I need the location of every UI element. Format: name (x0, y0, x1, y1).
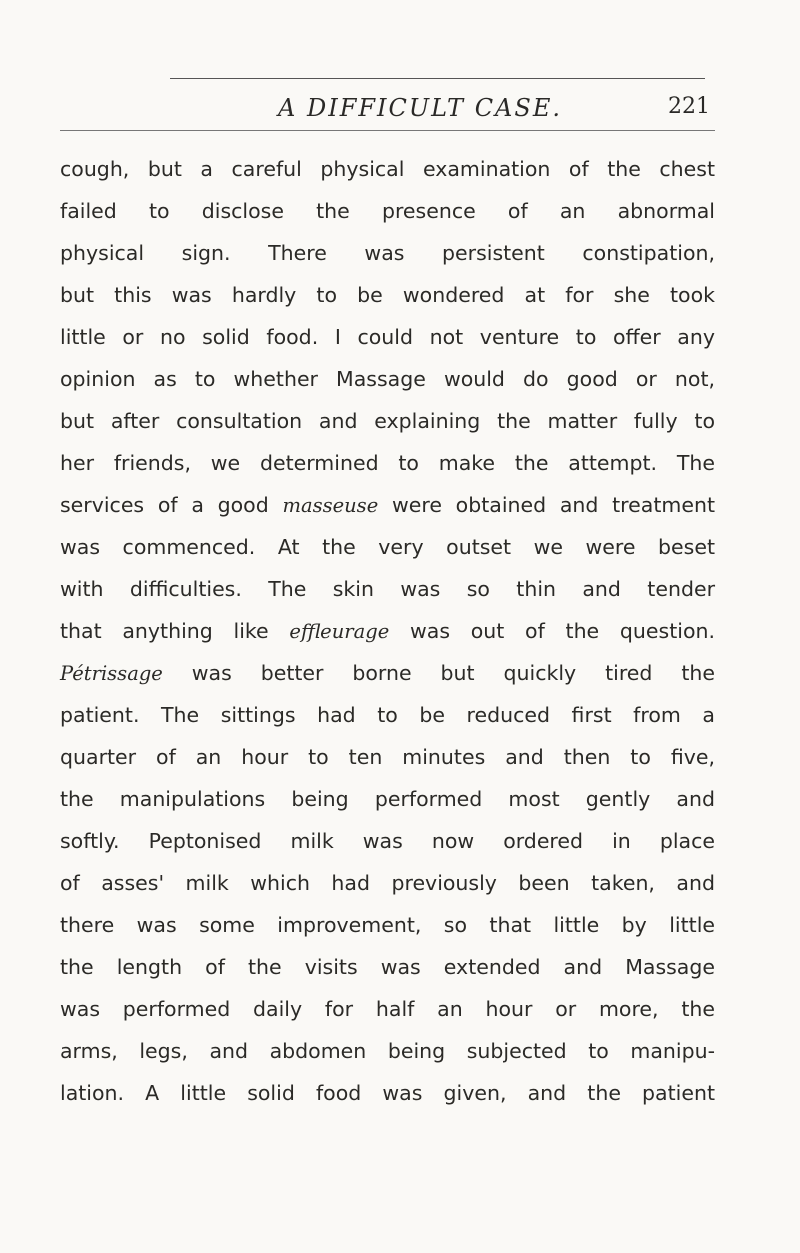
text-line: was commenced. At the very outset we were beset (60, 535, 715, 559)
body-text (60, 148, 715, 1114)
top-rule (170, 78, 705, 79)
text-segment: was better borne but quickly tired the (162, 661, 715, 685)
text-line: softly. Peptonised milk was now ordered in place (60, 829, 715, 853)
text-line: patient. The sittings had to be reduced first from a (60, 703, 715, 727)
text-line: but this was hardly to be wondered at for she took (60, 283, 715, 307)
text-line: lation. A little solid food was given, and the patient (60, 1081, 715, 1105)
text-line: but after consultation and explaining the matter fully to (60, 409, 715, 433)
text-line: arms, legs, and abdomen being subjected to manipu- (60, 1039, 715, 1063)
text-line: was performed daily for half an hour or more, the (60, 997, 715, 1021)
text-line: of asses' milk which had previously been taken, and (60, 871, 715, 895)
italic-term-masseuse: masseuse (282, 494, 379, 517)
text-line: the length of the visits was extended and Massage (60, 955, 715, 979)
text-segment: that anything like (60, 619, 290, 643)
text-line: with difficulties. The skin was so thin and tender (60, 577, 715, 601)
text-line (60, 610, 715, 652)
italic-term-effleurage: effleurage (289, 620, 390, 643)
page-header (60, 94, 710, 128)
page-number: 221 (668, 94, 710, 119)
italic-term-petrissage: Pétrissage (60, 662, 163, 685)
text-line (60, 652, 715, 694)
text-line: physical sign. There was persistent constipation, (60, 241, 715, 265)
text-line: her friends, we determined to make the attempt. The (60, 451, 715, 475)
text-line: quarter of an hour to ten minutes and then to five, (60, 745, 715, 769)
text-line: the manipulations being performed most gently and (60, 787, 715, 811)
text-line: cough, but a careful physical examination of the chest (60, 157, 715, 181)
text-segment: were obtained and treatment (378, 493, 715, 517)
text-line (60, 484, 715, 526)
text-line: opinion as to whether Massage would do good or not, (60, 367, 715, 391)
header-rule (60, 130, 715, 131)
running-head: A DIFFICULT CASE. (278, 94, 562, 122)
text-line: little or no solid food. I could not venture to offer any (60, 325, 715, 349)
text-segment: was out of the question. (389, 619, 715, 643)
text-segment: services of a good (60, 493, 283, 517)
text-line: failed to disclose the presence of an abnormal (60, 199, 715, 223)
text-line: there was some improvement, so that little by little (60, 913, 715, 937)
